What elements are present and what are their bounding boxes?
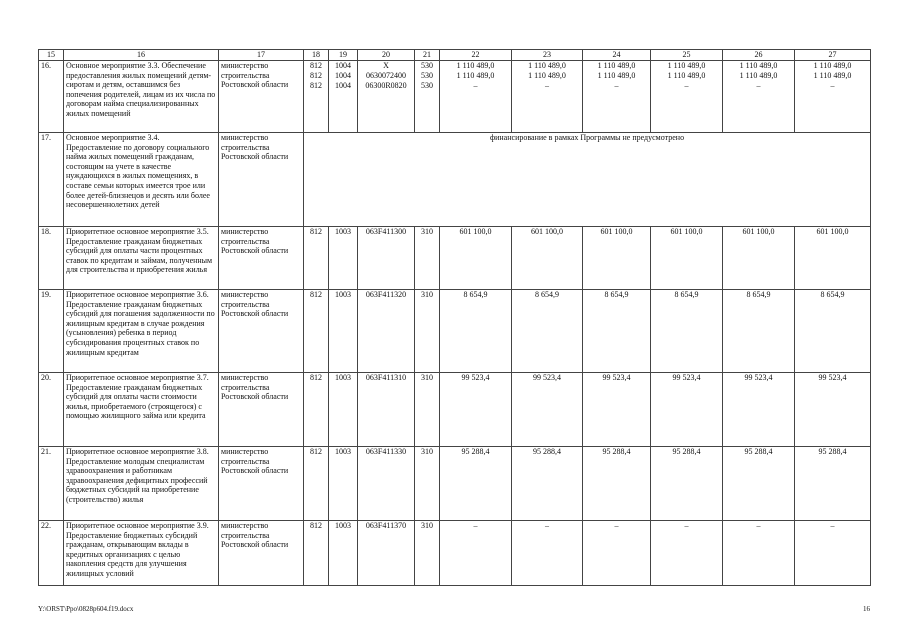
code-cell: 063F411300 <box>358 227 415 290</box>
value-cell: 95 288,4 <box>440 447 512 521</box>
code-cell: X 0630072400 06300R0820 <box>358 61 415 133</box>
value-cell: – <box>440 521 512 586</box>
header-cell: 27 <box>795 50 871 61</box>
code-cell: 1003 <box>329 373 358 447</box>
code-cell: 310 <box>415 521 440 586</box>
executor: министерство строительства Ростовской области <box>219 521 304 586</box>
code-cell: 310 <box>415 227 440 290</box>
value-cell: 1 110 489,0 1 110 489,0 – <box>583 61 651 133</box>
value-cell: 601 100,0 <box>795 227 871 290</box>
executor: министерство строительства Ростовской области <box>219 290 304 373</box>
code-cell: 812 <box>304 373 329 447</box>
table-row <box>39 521 871 586</box>
value-cell: 8 654,9 <box>440 290 512 373</box>
row-number: 19. <box>39 290 64 373</box>
measure-name: Приоритетное основное мероприятие 3.9. Предоставление бюджетных субсидий гражданам, открывающим вклады в кредитных организациях с целью накопления средств для улучшения жилищных условий <box>64 521 219 586</box>
value-cell: – <box>583 521 651 586</box>
value-cell: 1 110 489,0 1 110 489,0 – <box>512 61 583 133</box>
value-cell: 8 654,9 <box>583 290 651 373</box>
value-cell: 1 110 489,0 1 110 489,0 – <box>651 61 723 133</box>
measure-name: Приоритетное основное мероприятие 3.6. Предоставление гражданам бюджетных субсидий для погашения задолженности по жилищным кредитам в случае рождения (усыновления) ребенка в период субсидирования процентных ставок по жилищным кредитам <box>64 290 219 373</box>
code-cell: 1003 <box>329 227 358 290</box>
header-cell: 25 <box>651 50 723 61</box>
code-cell: 063F411370 <box>358 521 415 586</box>
financing-note: финансирование в рамках Программы не предусмотрено <box>304 133 871 227</box>
value-cell: – <box>651 521 723 586</box>
code-cell: 1003 <box>329 447 358 521</box>
row-number: 20. <box>39 373 64 447</box>
header-cell: 17 <box>219 50 304 61</box>
value-cell: 601 100,0 <box>440 227 512 290</box>
row-number: 22. <box>39 521 64 586</box>
table-row <box>39 373 871 447</box>
value-cell: 1 110 489,0 1 110 489,0 – <box>795 61 871 133</box>
table-row <box>39 290 871 373</box>
value-cell: 99 523,4 <box>723 373 795 447</box>
measure-name: Основное мероприятие 3.4. Предоставление по договору социального найма жилых помещений гражданам, состоящим на учете в качестве нуждающихся в жилых помещениях, в составе семьи которых имеется трое или более детей-близнецов и десять или более несовершеннолетних детей <box>64 133 219 227</box>
executor: министерство строительства Ростовской области <box>219 447 304 521</box>
value-cell: – <box>795 521 871 586</box>
code-cell: 1003 <box>329 290 358 373</box>
value-cell: 99 523,4 <box>440 373 512 447</box>
code-cell: 310 <box>415 447 440 521</box>
code-cell: 1004 1004 1004 <box>329 61 358 133</box>
code-cell: 812 812 812 <box>304 61 329 133</box>
measure-name: Основное мероприятие 3.3. Обеспечение предоставления жилых помещений детям-сиротам и детям, оставшимся без попечения родителей, лицам из их числа по договорам найма специализированных жилых помещений <box>64 61 219 133</box>
code-cell: 310 <box>415 290 440 373</box>
code-cell: 812 <box>304 521 329 586</box>
row-number: 17. <box>39 133 64 227</box>
code-cell: 812 <box>304 290 329 373</box>
value-cell: 1 110 489,0 1 110 489,0 – <box>723 61 795 133</box>
value-cell: 8 654,9 <box>512 290 583 373</box>
code-cell: 1003 <box>329 521 358 586</box>
row-number: 18. <box>39 227 64 290</box>
value-cell: 95 288,4 <box>651 447 723 521</box>
code-cell: 063F411310 <box>358 373 415 447</box>
executor: министерство строительства Ростовской области <box>219 227 304 290</box>
table-row <box>39 61 871 133</box>
code-cell: 310 <box>415 373 440 447</box>
executor: министерство строительства Ростовской области <box>219 61 304 133</box>
header-cell: 26 <box>723 50 795 61</box>
table-row <box>39 227 871 290</box>
row-number: 16. <box>39 61 64 133</box>
table-header-row <box>39 50 871 61</box>
value-cell: 8 654,9 <box>795 290 871 373</box>
value-cell: 95 288,4 <box>795 447 871 521</box>
executor: министерство строительства Ростовской области <box>219 133 304 227</box>
table-row <box>39 133 871 227</box>
header-cell: 24 <box>583 50 651 61</box>
value-cell: 99 523,4 <box>651 373 723 447</box>
measure-name: Приоритетное основное мероприятие 3.5. Предоставление гражданам бюджетных субсидий для оплаты части процентных ставок по кредитам и займам, полученным для строительства и приобретения жилья <box>64 227 219 290</box>
code-cell: 530 530 530 <box>415 61 440 133</box>
value-cell: 95 288,4 <box>723 447 795 521</box>
code-cell: 063F411330 <box>358 447 415 521</box>
value-cell: 8 654,9 <box>723 290 795 373</box>
value-cell: 601 100,0 <box>651 227 723 290</box>
header-cell: 21 <box>415 50 440 61</box>
page-number: 16 <box>863 605 870 613</box>
header-cell: 22 <box>440 50 512 61</box>
table-row <box>39 447 871 521</box>
header-cell: 23 <box>512 50 583 61</box>
value-cell: – <box>512 521 583 586</box>
code-cell: 063F411320 <box>358 290 415 373</box>
code-cell: 812 <box>304 227 329 290</box>
header-cell: 20 <box>358 50 415 61</box>
value-cell: 99 523,4 <box>583 373 651 447</box>
program-table <box>38 49 871 586</box>
code-cell: 812 <box>304 447 329 521</box>
value-cell: 99 523,4 <box>795 373 871 447</box>
value-cell: 601 100,0 <box>723 227 795 290</box>
value-cell: – <box>723 521 795 586</box>
header-cell: 15 <box>39 50 64 61</box>
row-number: 21. <box>39 447 64 521</box>
value-cell: 8 654,9 <box>651 290 723 373</box>
header-cell: 18 <box>304 50 329 61</box>
measure-name: Приоритетное основное мероприятие 3.7. Предоставление гражданам бюджетных субсидий для оплаты части стоимости жилья, приобретаемого (строящегося) с помощью жилищного займа или кредита <box>64 373 219 447</box>
measure-name: Приоритетное основное мероприятие 3.8. Предоставление молодым специалистам здравоохранения и работникам здравоохранения дефицитных профессий бюджетных субсидий на приобретение (строительство) жилья <box>64 447 219 521</box>
value-cell: 601 100,0 <box>512 227 583 290</box>
value-cell: 99 523,4 <box>512 373 583 447</box>
value-cell: 95 288,4 <box>583 447 651 521</box>
executor: министерство строительства Ростовской области <box>219 373 304 447</box>
value-cell: 1 110 489,0 1 110 489,0 – <box>440 61 512 133</box>
footer-file-path: Y:\ORST\Ppo\0828p604.f19.docx <box>38 605 134 613</box>
header-cell: 16 <box>64 50 219 61</box>
value-cell: 95 288,4 <box>512 447 583 521</box>
header-cell: 19 <box>329 50 358 61</box>
value-cell: 601 100,0 <box>583 227 651 290</box>
